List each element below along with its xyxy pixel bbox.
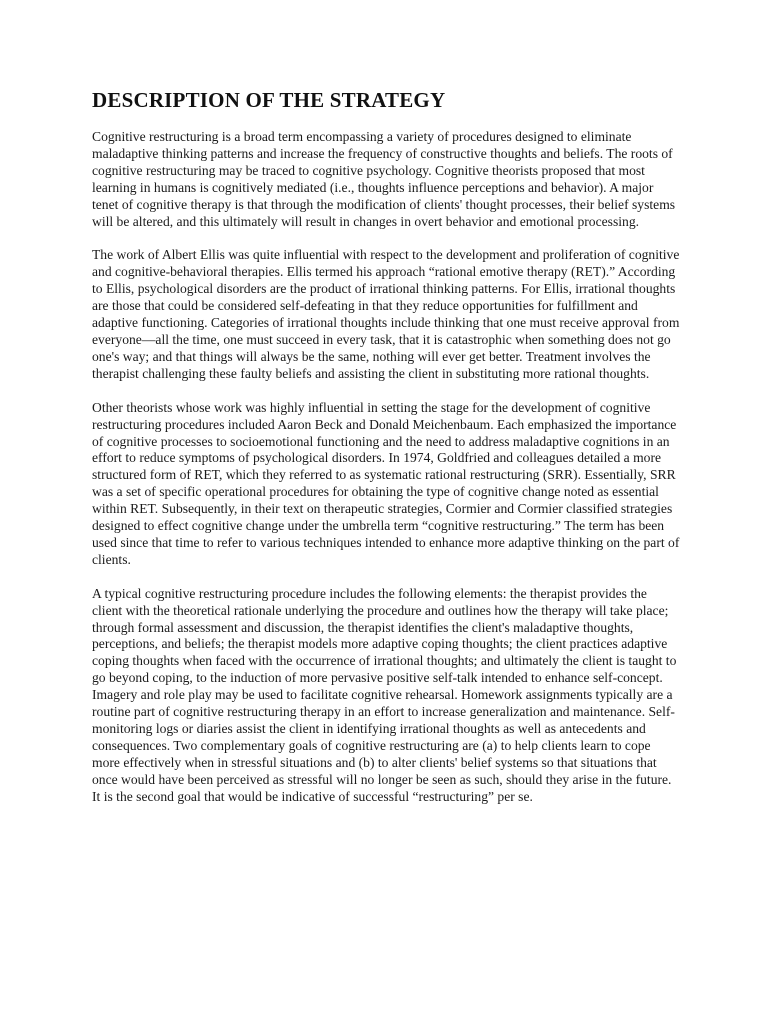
paragraph-1: Cognitive restructuring is a broad term encompassing a variety of procedures designed to eliminate maladaptive thinking patterns and increase the frequency of constructive thoughts and beliefs. The roots of cognitive restructuring may be traced to cognitive psychology. Cognitive theorists proposed that most learning in humans is cognitively mediated (i.e., thoughts influence perceptions and behavior). A major tenet of cognitive therapy is that through the modification of clients' thought processes, their belief systems will be altered, and this ultimately will result in changes in overt behavior and emotional processing. xyxy=(92,129,676,229)
paragraph-3: Other theorists whose work was highly influential in setting the stage for the development of cognitive restructuring procedures included Aaron Beck and Donald Meichenbaum. Each emphasized the importance of cognitive processes to socioemotional functioning and the need to address maladaptive cognitions in an effort to reduce symptoms of psychological disorders. In 1974, Goldfried and colleagues detailed a more structured form of RET, which they referred to as systematic rational restructuring (SRR). Essentially, SRR was a set of specific operational procedures for obtaining the type of cognitive change noted as essential within RET. Subsequently, in their text on therapeutic strategies, Cormier and Cormier classified strategies designed to effect cognitive change under the umbrella term “cognitive restructuring.” The term has been used since that time to refer to various techniques intended to enhance more adaptive thinking on the part of clients. xyxy=(92,399,680,567)
paragraph-2: The work of Albert Ellis was quite influential with respect to the development and proliferation of cognitive and cognitive-behavioral therapies. Ellis termed his approach “rational emotive therapy (RET).” According to Ellis, psychological disorders are the product of irrational thinking patterns. For Ellis, irrational thoughts are those that could be considered self-defeating in that they reduce opportunities for fulfillment and adaptive functioning. Categories of irrational thoughts include thinking that one must receive approval from everyone—all the time, one must succeed in every task, that it is catastrophic when something does not go one's way; and that things will always be the same, nothing will ever get better. Treatment involves the therapist challenging these faulty beliefs and assisting the client in substituting more rational thoughts. xyxy=(92,247,680,381)
paragraph-4: A typical cognitive restructuring procedure includes the following elements: the therapist provides the client with the theoretical rationale underlying the procedure and outlines how the therapy will take place; through formal assessment and discussion, the therapist identifies the client's maladaptive thoughts, perceptions, and beliefs; the therapist models more adaptive coping thoughts; the client practices adaptive coping thoughts when faced with the occurrence of irrational thoughts; and ultimately the client is taught to go beyond coping, to the induction of more pervasive positive self-talk intended to enhance self-concept. Imagery and role play may be used to facilitate cognitive rehearsal. Homework assignments typically are a routine part of cognitive restructuring therapy in an effort to increase generalization and maintenance. Self-monitoring logs or diaries assist the client in identifying irrational thoughts as well as antecedents and consequences. Two complementary goals of cognitive restructuring are (a) to help clients learn to cope more effectively when in stressful situations and (b) to alter clients' belief systems so that situations that once would have been perceived as stressful will no longer be seen as such, should they arise in the future. It is the second goal that would be indicative of successful “restructuring” per se. xyxy=(92,585,677,804)
document-page xyxy=(92,86,680,823)
document-heading: DESCRIPTION OF THE STRATEGY xyxy=(92,88,446,112)
